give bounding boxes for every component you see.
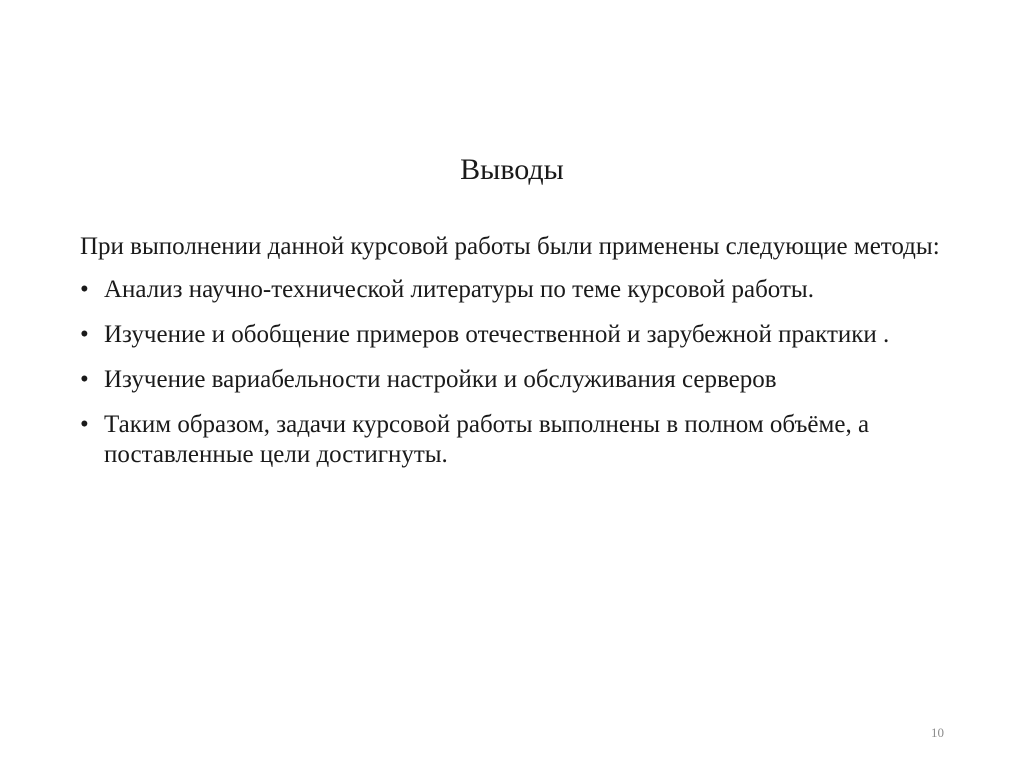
- bullet-text: Анализ научно-технической литературы по теме курсовой работы.: [104, 276, 814, 303]
- bullet-item: [80, 320, 960, 350]
- bullet-text: Таким образом, задачи курсовой работы выполнены в полном объёме, а поставленные цели достигнуты.: [104, 411, 870, 468]
- intro-text: При выполнении данной курсовой работы были применены следующие методы:: [80, 233, 940, 260]
- bullet-text: Изучение вариабельности настройки и обслуживания серверов: [104, 366, 777, 393]
- slide-title: Выводы: [460, 153, 564, 186]
- bullet-icon: •: [80, 321, 89, 348]
- bullet-item: [80, 275, 960, 305]
- bullet-icon: •: [80, 366, 89, 393]
- bullet-item: [80, 365, 960, 395]
- bullet-text: Изучение и обобщение примеров отечественной и зарубежной практики .: [104, 321, 890, 348]
- bullet-icon: •: [80, 411, 89, 438]
- bullet-item: [80, 410, 960, 470]
- slide-body: [80, 232, 960, 485]
- bullet-list: [80, 275, 960, 470]
- page-number: 10: [931, 725, 944, 740]
- bullet-icon: •: [80, 276, 89, 303]
